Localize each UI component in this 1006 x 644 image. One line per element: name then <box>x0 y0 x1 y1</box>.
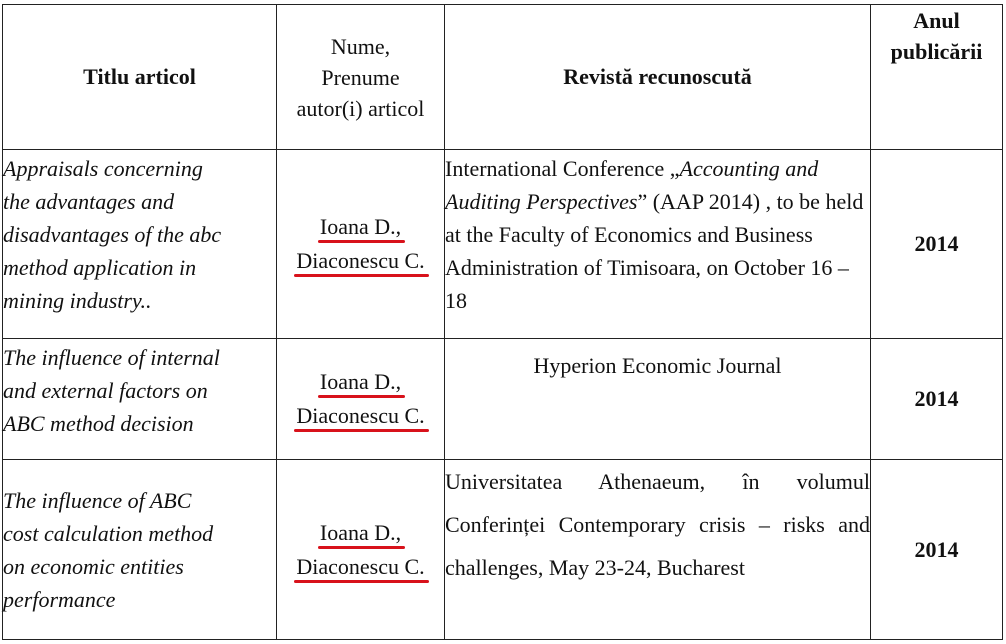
article-authors <box>277 460 445 640</box>
journal-text: International Conference „ <box>445 156 680 181</box>
header-year-line: publicării <box>890 39 983 64</box>
title-line: mining industry.. <box>3 288 152 313</box>
title-line: performance <box>3 586 116 612</box>
table-row <box>3 150 1003 339</box>
author-name: Diaconescu C. <box>296 399 424 433</box>
header-row <box>3 5 1003 150</box>
table-row <box>3 339 1003 460</box>
author-name: Ioana D., <box>320 365 401 399</box>
publications-table <box>2 4 1003 640</box>
title-line: cost calculation method <box>3 520 214 546</box>
author-name: Ioana D., <box>320 516 401 550</box>
article-authors <box>277 150 445 339</box>
header-year <box>871 5 1003 150</box>
publication-year: 2014 <box>871 150 1003 339</box>
header-authors-line: autor(i) articol <box>296 95 425 121</box>
article-title <box>3 150 277 339</box>
header-year-line: Anul <box>913 8 960 33</box>
journal-name: Hyperion Economic Journal <box>445 339 871 460</box>
author-name: Diaconescu C. <box>296 550 424 584</box>
publication-year: 2014 <box>871 339 1003 460</box>
title-line: and external factors on <box>3 378 208 403</box>
header-authors <box>277 5 445 150</box>
article-authors <box>277 339 445 460</box>
header-title: Titlu articol <box>3 5 277 150</box>
article-title <box>3 460 277 640</box>
title-line: Appraisals concerning <box>3 156 203 181</box>
title-line: method application in <box>3 255 197 280</box>
title-line: ABC method decision <box>3 411 194 436</box>
publication-year: 2014 <box>871 460 1003 640</box>
author-name: Diaconescu C. <box>296 244 424 278</box>
journal-italic: Accounting and Auditing Perspectives <box>445 156 819 214</box>
journal-name: Universitatea Athenaeum, în volumul Conferinței Contemporary crisis – risks and challenges, May 23-24, Bucharest <box>445 460 871 640</box>
header-authors-line: Prenume <box>321 64 400 90</box>
author-name: Ioana D., <box>320 210 401 244</box>
title-line: The influence of ABC <box>3 487 192 513</box>
journal-name <box>445 150 871 339</box>
header-authors-line: Nume, <box>330 33 391 59</box>
title-line: The influence of internal <box>3 345 220 370</box>
title-line: disadvantages of the abc <box>3 222 222 247</box>
header-journal: Revistă recunoscută <box>445 5 871 150</box>
table-row <box>3 460 1003 640</box>
title-line: the advantages and <box>3 189 175 214</box>
article-title <box>3 339 277 460</box>
journal-text: ” (AAP 2014) , to be held at the Faculty of Economics and Business Administration of Timisoara, on October 16 – 18 <box>445 189 864 313</box>
title-line: on economic entities <box>3 553 184 579</box>
